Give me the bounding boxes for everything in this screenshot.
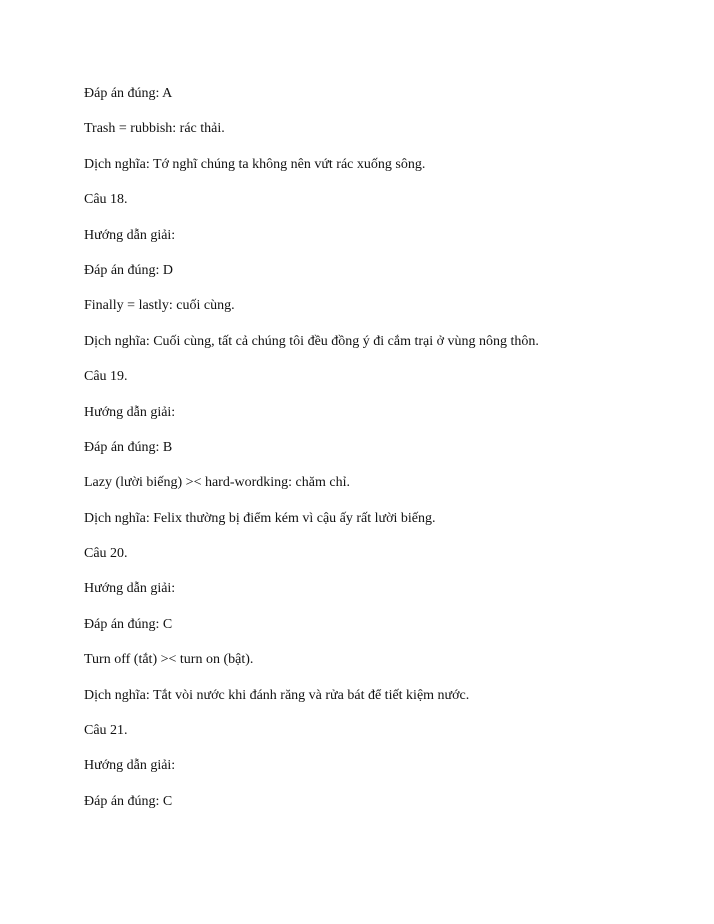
guide-heading: Hướng dẫn giải: (84, 758, 176, 774)
question-heading: Câu 20. (84, 546, 128, 562)
question-heading: Câu 21. (84, 723, 128, 739)
vocab-line: Turn off (tắt) >< turn on (bật). (84, 652, 254, 668)
translation-line: Dịch nghĩa: Cuối cùng, tất cả chúng tôi đều đồng ý đi cắm trại ở vùng nông thôn. (84, 333, 539, 349)
guide-heading: Hướng dẫn giải: (84, 227, 176, 243)
document-content (84, 84, 684, 827)
guide-heading: Hướng dẫn giải: (84, 404, 176, 420)
vocab-line: Finally = lastly: cuối cùng. (84, 298, 235, 314)
translation-line: Dịch nghĩa: Felix thường bị điểm kém vì cậu ấy rất lười biếng. (84, 510, 436, 526)
question-heading: Câu 18. (84, 192, 128, 208)
question-heading: Câu 19. (84, 369, 128, 385)
translation-line: Dịch nghĩa: Tắt vòi nước khi đánh răng và rửa bát để tiết kiệm nước. (84, 687, 470, 703)
answer-line: Đáp án đúng: D (84, 262, 174, 278)
vocab-line: Trash = rubbish: rác thải. (84, 121, 225, 137)
answer-line: Đáp án đúng: C (84, 793, 173, 809)
translation-line: Dịch nghĩa: Tớ nghĩ chúng ta không nên vứt rác xuống sông. (84, 156, 426, 172)
answer-line: Đáp án đúng: A (84, 86, 173, 101)
guide-heading: Hướng dẫn giải: (84, 581, 176, 597)
vocab-line: Lazy (lười biếng) >< hard-wordking: chăm chỉ. (84, 475, 350, 491)
answer-line: Đáp án đúng: C (84, 616, 173, 632)
answer-line: Đáp án đúng: B (84, 439, 173, 455)
